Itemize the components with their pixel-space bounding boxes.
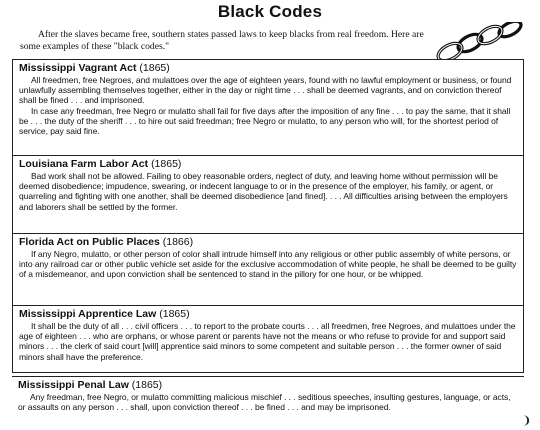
section-name: Mississippi Penal Law xyxy=(18,379,129,391)
section-paragraph: All freedmen, free Negroes, and mulattoes over the age of eighteen years, found with no lawful employment or business, or found unlawfully assembling themselves together, either in the day or night time . . . shall be deemed vagrants, and on conviction thereof shall be fined . . . and imprisoned. xyxy=(19,75,512,106)
section-paragraph: In case any freedman, free Negro or mulatto shall fail for five days after the imposition of any fine . . . to pay the same, that it shall be . . . the duty of the sheriff . . . to hire out said freedman; free Negro or mulatto, to any person who will, for the shortest period of service, pay said fine. xyxy=(19,105,511,137)
section-name: Florida Act on Public Places xyxy=(19,236,160,248)
section-paragraph: If any Negro, mulatto, or other person of color shall intrude himself into any religious or other public assembly of white persons, or into any railroad car or other public vehicle set aside for the exclusive accommodation of white people, he shall be deemed to be guilty of a misdemeanor, and upon conviction shall be sentenced to stand in the pillory for one hour, or be whipped. xyxy=(19,249,517,280)
section-mississippi-apprentice-law xyxy=(12,305,524,373)
section-paragraph: Bad work shall not be allowed. Failing to obey reasonable orders, neglect of duty, and leaving home without permission will be deemed disobedience; impudence, swearing, or indecent language to or in the presence of the employer, his family, or agent, or quarreling and fighting with one another, shall be deemed disobedience [and fined]. . . . All difficulties arising between the employers and laborers shall be settled by the former. xyxy=(19,171,508,212)
section-year: (1865) xyxy=(151,158,182,170)
section-year: (1866) xyxy=(162,236,194,248)
section-paragraph: Any freedman, free Negro, or mulatto committing malicious mischief . . . seditious speeches, insulting gestures, language, or acts, or assaults on any person . . . shall, upon conviction thereof . . . be fined . . . and may be imprisoned. xyxy=(18,392,511,413)
section-name: Mississippi Apprentice Law xyxy=(19,308,157,320)
section-heading xyxy=(19,308,517,320)
section-florida-act-on-public-places xyxy=(12,233,524,311)
section-mississippi-vagrant-act xyxy=(12,59,524,158)
section-year: (1865) xyxy=(139,62,170,74)
section-name: Mississippi Vagrant Act xyxy=(19,62,137,74)
page-corner-mark-icon: ❩ xyxy=(522,415,532,427)
section-louisiana-farm-labor-act xyxy=(12,155,524,243)
section-heading xyxy=(19,236,517,248)
section-year: (1865) xyxy=(159,308,190,320)
section-year: (1865) xyxy=(131,379,163,391)
section-heading xyxy=(18,379,518,391)
section-heading xyxy=(19,158,517,170)
section-heading xyxy=(19,62,517,74)
section-name: Louisiana Farm Labor Act xyxy=(19,158,149,170)
intro-paragraph: After the slaves became free, southern states passed laws to keep blacks from real freedom. Here are some examples of these "black codes." xyxy=(20,29,424,52)
page-title: Black Codes xyxy=(217,2,323,21)
section-mississippi-penal-law xyxy=(12,376,524,426)
section-paragraph: It shall be the duty of all . . . civil officers . . . to report to the probate courts . . . all freedmen, free Negroes, and mulattoes under the age of eighteen . . . who are orphans, or whose parent or parents have not the means or who refuse to provide for and support said minors . . . the clerk of said court [will] apprentice said minors to some competent and suitable person . . . the former owner of said minors shall have the preference. xyxy=(19,321,516,362)
